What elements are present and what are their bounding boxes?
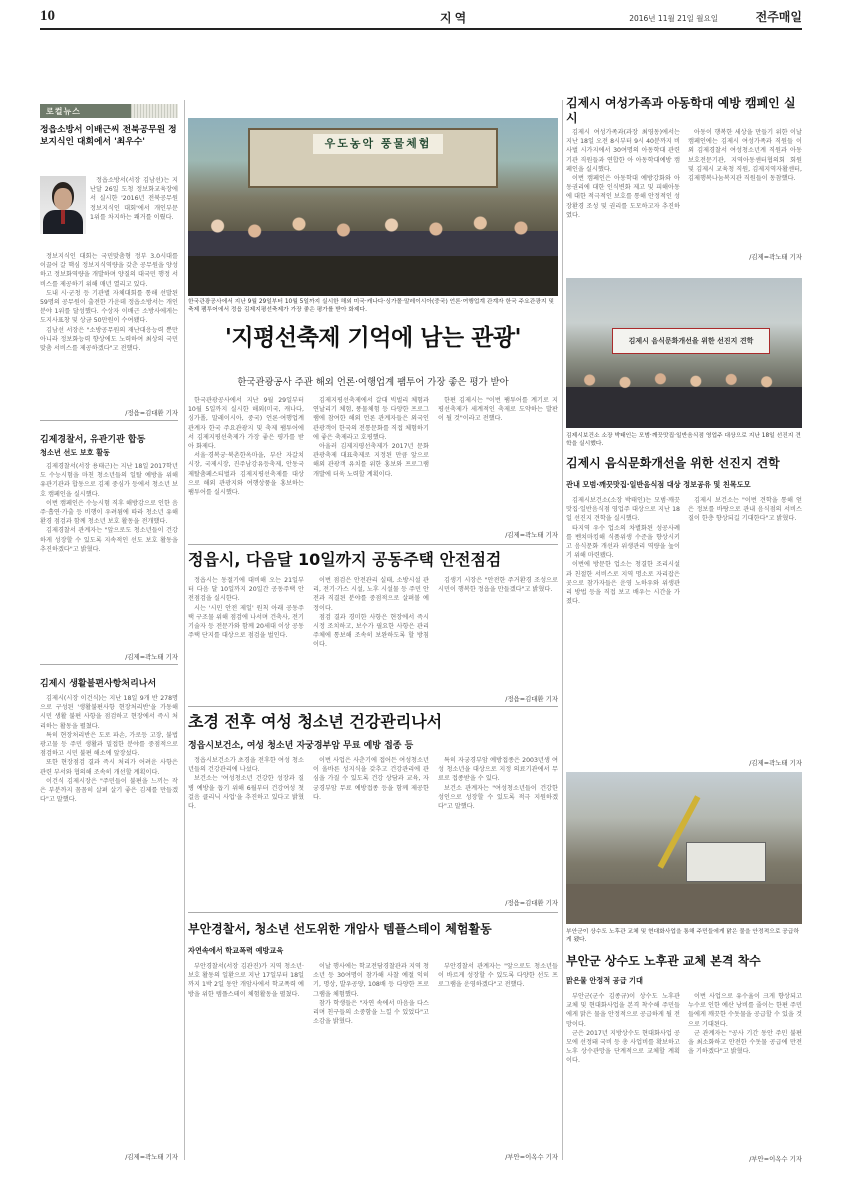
article-youth-paragraph: 보건소 관계자는 "여성청소년들이 건강한 성인으로 성장할 수 있도록 적극 지원하겠다"고 말했다.	[438, 784, 558, 811]
article-festival-paragraph: 서울·경복궁·북촌한옥마을, 부산 자갈치시장, 국제시장, 진주남강유등축제, 안동국제탈춤페스티벌과 김제지평선축제를 대상으로 해외 관광지와 여행상품을 홍보하는 팸투어를 실시했다.	[188, 452, 304, 497]
article-water-title: 부안군 상수도 노후관 교체 본격 착수	[566, 954, 761, 968]
article-award-title: 정읍소방서 이배근씨 전북공무원 정보지식인 대회에서 '최우수'	[40, 125, 177, 147]
article-festival-paragraph: 한국관광공사에서 지난 9월 29일부터 10월 5일까지 실시한 해외(미국, 캐나다, 싱가폴, 말레이시아, 중국) 언론·여행업계 관계자 한국 주요관광지 및 축제 팸투어에서 김제지평선축제가 가장 좋은 평가를 받아 화제다.	[188, 397, 304, 451]
article-temple-paragraph: 이날 행사에는 학교전담경찰관과 지역 청소년 등 30여명이 참가해 사찰 예절 익히기, 명상, 발우공양, 108배 등 다양한 프로그램을 체험했다.	[313, 963, 429, 998]
main-photo-sign: 우도농악 풍물체험	[313, 134, 443, 154]
article-award-paragraph: 김남선 서장은 "소방공무원의 재난대응능력 뿐만 아니라 정보화능력 향상에도 노력하여 최상의 국민 맞춤 서비스를 제공하겠다"고 전했다.	[40, 326, 178, 353]
article-festival-paragraph: 아울러 김제지평선축제가 2017년 문화관광축제 대표축제로 지정된 만큼 앞으로 해외 관광객 유치를 위한 홍보와 프로그램 개발에 더욱 노력할 계획이다.	[313, 443, 429, 478]
article-festival-paragraph: 한편 김제시는 "이번 팸투어를 계기로 지평선축제가 세계적인 축제로 도약하는 발판이 될 것"이라고 전했다.	[438, 397, 558, 423]
buan-photo	[566, 772, 802, 924]
issue-date: 2016년 11월 21일 월요일	[629, 14, 718, 23]
article-gimje-safety-paragraph: 또한 현장점검 결과 즉시 처리가 어려운 사항은 관련 부서와 협의해 조속히 개선할 계획이다.	[40, 759, 178, 776]
article-food-paragraph: 이번에 방문한 업소는 청결한 조리시설과 친절한 서비스로 지역 명소로 자리잡은 곳으로 참가자들은 운영 노하우와 위생관리 방법 등을 직접 보고 배우는 시간을 가졌다.	[566, 561, 680, 606]
article-youth-title: 초경 전후 여성 청소년 건강관리나서	[188, 712, 443, 731]
article-gimje-safety-body	[40, 694, 178, 1142]
article-gimje-police-body	[40, 462, 178, 647]
article-festival-paragraph: 김제지평선축제에서 갈대 빅벌리 체험과 연날리기 체험, 풍물체험 등 다양한 프로그램에 참여한 해외 언론 관계자들은 외국인 관광객이 한국의 전통문화를 직접 체험하기에 좋은 축제라고 호평했다.	[313, 397, 429, 441]
article-gimje-safety-paragraph: 특히 현장처리반은 도로 파손, 가로등 고장, 불법 광고물 등 주민 생활과 밀접한 분야를 중점적으로 점검하고 시민 불편 해소에 앞장섰다.	[40, 731, 178, 758]
main-photo-caption: 한국관광공사에서 지난 9월 29일부터 10월 5일까지 실시한 해외 미국·캐나다·싱가폴·말레이시아(중국) 언론·여행업계 관계자 한국 주요관광지 및 축제 팸투어에서 정읍 김제지평선축제가 가장 좋은 평가를 받아 화제다.	[188, 299, 554, 314]
article-youth-paragraph: 특히 자궁경부암 예방접종은 2003년생 여성 청소년을 대상으로 지정 의료기관에서 무료로 접종받을 수 있다.	[438, 757, 558, 783]
article-water-paragraph: 부안군(군수 김종규)이 상수도 노후관 교체 및 현대화사업을 본격 착수해 주민들에게 맑은 물을 안정적으로 공급하게 될 전망이다.	[566, 993, 680, 1028]
article-water-paragraph: 군 관계자는 "공사 기간 동안 주민 불편을 최소화하고 안전한 수돗물 공급에 만전을 기하겠다"고 밝혔다.	[688, 1029, 802, 1056]
header-rule	[40, 28, 802, 30]
kimje-photo-banner: 김제시 음식문화개선을 위한 선진지 견학	[612, 328, 770, 354]
article-water-paragraph: 군은 2017년 지방상수도 현대화사업 공모에 선정돼 국비 등 총 사업비를 확보하고 노후 상수관망을 단계적으로 교체할 계획이다.	[566, 1029, 680, 1065]
article-water-byline: /부안=이옥수 기자	[749, 1155, 802, 1163]
article-youth-paragraph: 보건소는 '여성청소년 건강한 성장과 질병 예방을 돕기 위해 6월부터 건강여성 첫 걸음 클리닉 사업'을 추진하고 있다고 밝혔다.	[188, 775, 304, 811]
column-badge: 로컬뉴스	[40, 104, 131, 118]
article-festival-subtitle: 한국관광공사 주관 해외 언론·여행업계 팸투어 가장 좋은 평가 받아	[237, 377, 509, 388]
article-temple-paragraph: 부안경찰서(서장 김관진)가 지역 청소년·보호 활동의 일환으로 지난 17일부터 18일까지 1박 2일 동안 개암사에서 학교폭력 예방을 위한 템플스테이 체험활동을 펼쳤다.	[188, 963, 304, 998]
page-header	[40, 8, 802, 28]
article-youth-paragraph: 이번 사업은 사춘기에 접어든 여성청소년이 올바른 성지식을 갖추고 건강관리에 관심을 가질 수 있도록 건강 상담과 교육, 자궁경부암 무료 예방접종 등을 함께 제공한다.	[313, 757, 429, 801]
article-festival-col3	[438, 396, 558, 524]
article-youth-col2	[313, 756, 429, 906]
article-youth-paragraph: 정읍시보건소가 초경을 전후한 여성 청소년들의 건강관리에 나섰다.	[188, 757, 304, 774]
article-food-subtitle: 관내 모범·깨끗맛집·일반음식점 대상 정보공유 및 친목도모	[566, 480, 751, 489]
article-temple-subtitle: 자연속에서 학교폭력 예방교육	[188, 946, 284, 955]
article-gimje-safety-byline: /김제=곽노태 기자	[125, 1153, 178, 1161]
article-award-lead	[90, 176, 178, 250]
article-inspection-paragraph: 시는 '시민 안전 제일' 원칙 아래 공동주택 구조물 위해 점검에 나서며 건축사, 전기 기술자 등 전문가와 함께 20세대 이상 공동주택 단지를 대상으로 점검을 벌인다.	[188, 604, 304, 640]
divider	[188, 544, 558, 545]
section-title: 지역	[440, 11, 470, 25]
article-temple-paragraph: 부안경찰서 관계자는 "앞으로도 청소년들이 바르게 성장할 수 있도록 다양한 선도 프로그램을 운영하겠다"고 전했다.	[438, 963, 558, 989]
article-campaign-paragraph: 이번 캠페인은 아동학대 예방강화와 아동권리에 대한 인식변화 제고 및 피해아동에 대한 적극적인 보호를 통해 안정적인 성장환경 조성 및 권리를 도모하고자 추진하였다.	[566, 175, 680, 219]
article-gimje-police-paragraph: 이번 캠페인은 수능시험 직후 해방감으로 인한 음주·흡연·가출 등 비행이 우려됨에 따라 청소년 유해환경 점검과 함께 청소년 보호 활동을 전개했다.	[40, 499, 178, 526]
article-campaign-title: 김제시 여성가족과 아동학대 예방 캠페인 실시	[566, 96, 796, 125]
article-water-col2	[688, 992, 802, 1150]
article-award-paragraph: 정읍소방서(서장 김남선)는 지난달 26일 도청 정보화교육장에서 실시한 '2016년 전북공무원 정보지식인 대회'에서 개인부문 1위를 차지하는 쾌거를 이뤘다.	[90, 177, 178, 221]
article-youth-byline: /정읍=김대환 기자	[505, 899, 558, 907]
article-youth-col1	[188, 756, 304, 906]
divider	[188, 912, 558, 913]
article-temple-col2	[313, 962, 429, 1162]
portrait-photo	[40, 176, 86, 234]
article-inspection-title: 정읍시, 다음달 10일까지 공동주택 안전점검	[188, 550, 502, 569]
article-festival-col1	[188, 396, 304, 536]
article-gimje-safety-paragraph: 김제시(시장 이건식)는 지난 18일 9개 반 278명으로 구성된 '생활불편사항 현장처리반'을 가동해 시민 생활 불편 사항을 점검하고 현장에서 즉시 처리하는 활동을 펼쳤다.	[40, 695, 178, 730]
article-gimje-police-byline: /김제=곽노태 기자	[125, 653, 178, 661]
divider	[40, 420, 178, 421]
article-inspection-col1	[188, 576, 304, 702]
article-gimje-safety-paragraph: 이건식 김제시장은 "주민들이 불편을 느끼는 작은 부분까지 꼼꼼히 살펴 살기 좋은 김제를 만들겠다"고 말했다.	[40, 777, 178, 804]
article-award-byline: /정읍=김대환 기자	[125, 409, 178, 417]
article-inspection-paragraph: 김생기 시장은 "안전한 주거환경 조성으로 시민이 행복한 정읍을 만들겠다"고 밝혔다.	[438, 577, 558, 594]
article-temple-col1	[188, 962, 304, 1162]
column-rule	[562, 100, 563, 1160]
article-gimje-police-subtitle: 청소년 선도 보호 활동	[40, 448, 110, 457]
article-campaign-paragraph: 김제시 여성가족과(과장 최영동)에서는 지난 18일 오전 8시부터 9시 40분까지 비사벌 시가지에서 30여명의 아동학대 관련 기관 직원들과 연합한 아 아동학대예방 캠페인을 실시했다.	[566, 129, 680, 173]
article-festival-title: '지평선축제 기억에 남는 관광'	[224, 324, 522, 351]
article-campaign-col2	[688, 128, 802, 248]
kimje-photo	[566, 278, 802, 428]
article-food-col2	[688, 496, 802, 752]
kimje-photo-caption: 김제시보건소 소장 박태인는 모범·깨끗맛집·일반음식점 영업주 대상으로 지난 18일 선진지 견학을 실시했다.	[566, 433, 801, 448]
divider	[40, 664, 178, 665]
article-gimje-police-paragraph: 김제경찰서(서장 용태근)는 지난 18일 2017학년도 수능시험을 마친 청소년들의 일탈 예방을 위해 유관기관과 합동으로 김제 중심가 등에서 청소년 보호 캠페인을 실시했다.	[40, 463, 178, 498]
article-inspection-col3	[438, 576, 558, 690]
article-temple-col3	[438, 962, 558, 1146]
article-campaign-byline: /김제=곽노태 기자	[749, 253, 802, 261]
article-festival-col2	[313, 396, 429, 536]
column-rule	[184, 100, 185, 1160]
article-inspection-byline: /정읍=김대환 기자	[505, 695, 558, 703]
article-temple-paragraph: 참가 학생들은 "자연 속에서 마음을 다스리며 친구들의 소중함을 느낄 수 있었다"고 소감을 밝혔다.	[313, 999, 429, 1026]
badge-pattern	[131, 104, 178, 118]
article-campaign-col1	[566, 128, 680, 270]
article-gimje-safety-title: 김제시 생활불편사항처리나서	[40, 679, 157, 689]
article-youth-subtitle: 정읍시보건소, 여성 청소년 자궁경부암 무료 예방 접종 등	[188, 741, 414, 751]
article-award-paragraph: 정보지식인 대회는 국민맞춤형 정부 3.0시대를 이끌어 갈 핵심 정보지식역량을 갖춘 공무원을 양성하고 정보화역량을 개발하며 양질의 대국민 행정 서비스를 제공하기 위해 매년 열리고 있다.	[40, 253, 178, 288]
article-food-byline: /김제=곽노태 기자	[749, 759, 802, 767]
article-inspection-col2	[313, 576, 429, 702]
article-temple-byline: /부안=이옥수 기자	[505, 1153, 558, 1161]
article-food-paragraph: 김제시 보건소는 "이번 견학을 통해 얻은 정보를 바탕으로 관내 음식점의 서비스 질이 한층 향상되길 기대한다"고 밝혔다.	[688, 497, 802, 523]
newspaper-brand: 전주매일	[755, 10, 802, 24]
article-food-title: 김제시 음식문화개선을 위한 선진지 견학	[566, 456, 780, 470]
buan-photo-caption: 부안군이 상수도 노후관 교체 및 현대화사업을 통해 주민들에게 맑은 물을 안정적으로 공급하게 됐다.	[566, 929, 800, 944]
article-water-col1	[566, 992, 680, 1164]
article-food-paragraph: 김제시보건소(소장 박태인)는 모범·깨끗맛집·일반음식점 영업주 대상으로 지난 18일 선진지 견학을 실시했다.	[566, 497, 680, 523]
article-inspection-paragraph: 정읍시는 동절기에 대비해 오는 21일부터 다음 달 10일까지 20일간 공동주택 안전점검을 실시한다.	[188, 577, 304, 603]
article-campaign-paragraph: 아동이 행복한 세상을 만들기 위한 이날 캠페인에는 김제시 여성가족과 직원들 이외 김제경찰서 여성청소년계 직원과 아동보호전문기관, 지역아동센터협의회 회원 및 김제시 교육청 직원, 김제지역자활센터, 김제행복나눔복지관 직원들이 동참했다.	[688, 129, 802, 183]
article-temple-title: 부안경찰서, 청소년 선도위한 개암사 템플스테이 체험활동	[188, 922, 492, 936]
article-inspection-paragraph: 이번 점검은 안전관리 실태, 소방시설 관리, 전기·가스 시설, 노후 시설물 등 주민 안전과 직결된 분야를 중점적으로 살펴볼 예정이다.	[313, 577, 429, 612]
article-festival-byline: /김제=곽노태 기자	[505, 531, 558, 539]
article-water-paragraph: 이번 사업으로 유수율이 크게 향상되고 누수로 인한 예산 낭비를 줄이는 한편 주민들에게 깨끗한 수돗물을 공급할 수 있을 것으로 기대된다.	[688, 993, 802, 1028]
article-inspection-paragraph: 점검 결과 경미한 사항은 현장에서 즉시 시정 조치하고, 보수가 필요한 사항은 관리 주체에 통보해 조속히 보완하도록 할 방침이다.	[313, 613, 429, 649]
article-award-body	[40, 252, 178, 404]
page-number: 10	[40, 8, 55, 24]
article-water-subtitle: 맑은물 안정적 공급 기대	[566, 976, 643, 985]
article-gimje-police-title: 김제경찰서, 유관기관 합동	[40, 435, 146, 445]
article-food-paragraph: 타지역 우수 업소의 차별화된 성공사례를 벤치마킹해 식품위생 수준을 향상시키고 음식문화 개선과 위생관리 역량을 높이기 위해 마련됐다.	[566, 524, 680, 560]
divider	[188, 706, 558, 707]
article-youth-col3	[438, 756, 558, 894]
article-food-col1	[566, 496, 680, 766]
article-gimje-police-paragraph: 김제경찰서 관계자는 "앞으로도 청소년들이 건강하게 성장할 수 있도록 지속적인 선도 보호 활동을 추진하겠다"고 밝혔다.	[40, 527, 178, 553]
main-photo	[188, 118, 558, 296]
article-award-paragraph: 도내 시·군청 등 기관별 자체대회를 통해 선발된 59명의 공무원이 출전한 가운데 정읍소방서는 개인분야 1위를 달성했다. 수상자 이배근 소방사에게는 도지사표창 및 상금 50만원이 수여됐다.	[40, 289, 178, 325]
